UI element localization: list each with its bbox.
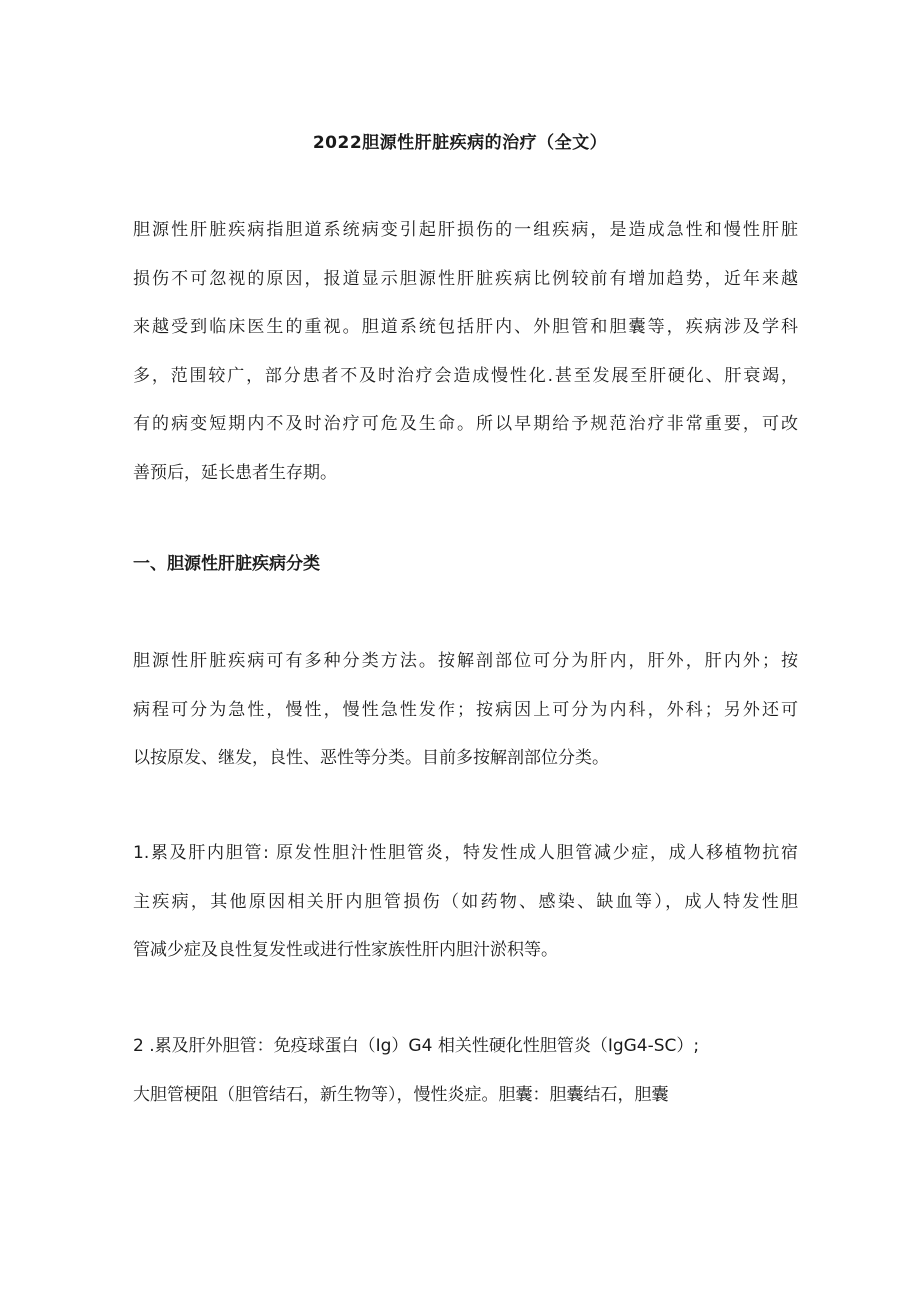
intro-paragraph: [133, 206, 798, 497]
paragraph-line: 来越受到临床医生的重视。胆道系统包括肝内、外胆管和胆囊等，疾病涉及学科: [133, 317, 798, 337]
list-item-extrahepatic: [133, 1022, 798, 1119]
paragraph-line: 1.累及肝内胆管: 原发性胆汁性胆管炎，特发性成人胆管减少症，成人移植物抗宿: [133, 843, 798, 863]
paragraph-line: 大胆管梗阻（胆管结石，新生物等），慢性炎症。胆囊：胆囊结石，胆囊: [133, 1084, 669, 1105]
paragraph-line: 病程可分为急性，慢性，慢性急性发作；按病因上可分为内科，外科；另外还可: [133, 699, 798, 720]
paragraph-line: 以按原发、继发，良性、恶性等分类。目前多按解剖部位分类。: [133, 748, 609, 768]
paragraph-line: 善预后，延长患者生存期。: [133, 462, 337, 483]
paragraph-line: 胆源性肝脏疾病可有多种分类方法。按解剖部位可分为肝内，肝外，肝内外；按: [133, 651, 798, 671]
paragraph-line: 主疾病，其他原因相关肝内胆管损伤（如药物、感染、缺血等），成人特发性胆: [133, 891, 798, 912]
classification-paragraph: [133, 637, 798, 783]
paragraph-line: 胆源性肝脏疾病指胆道系统病变引起肝损伤的一组疾病，是造成急性和慢性肝脏: [133, 220, 798, 240]
paragraph-line: 损伤不可忽视的原因，报道显示胆源性肝脏疾病比例较前有增加趋势，近年来越: [133, 268, 798, 289]
paragraph-line: 2 .累及肝外胆管：免疫球蛋白（Ig）G4 相关性硬化性胆管炎（IgG4-SC）;: [133, 1036, 700, 1056]
paragraph-line: 管减少症及良性复发性或进行性家族性肝内胆汁淤积等。: [133, 940, 558, 960]
paragraph-line: 有的病变短期内不及时治疗可危及生命。所以早期给予规范治疗非常重要，可改: [133, 414, 798, 434]
document-title: 2022胆源性肝脏疾病的治疗（全文）: [312, 133, 608, 153]
section-heading: 一、胆源性肝脏疾病分类: [133, 554, 320, 574]
list-item-intrahepatic: [133, 829, 798, 975]
paragraph-line: 多，范围较广，部分患者不及时治疗会造成慢性化.甚至发展至肝硬化、肝衰竭，: [133, 365, 798, 386]
